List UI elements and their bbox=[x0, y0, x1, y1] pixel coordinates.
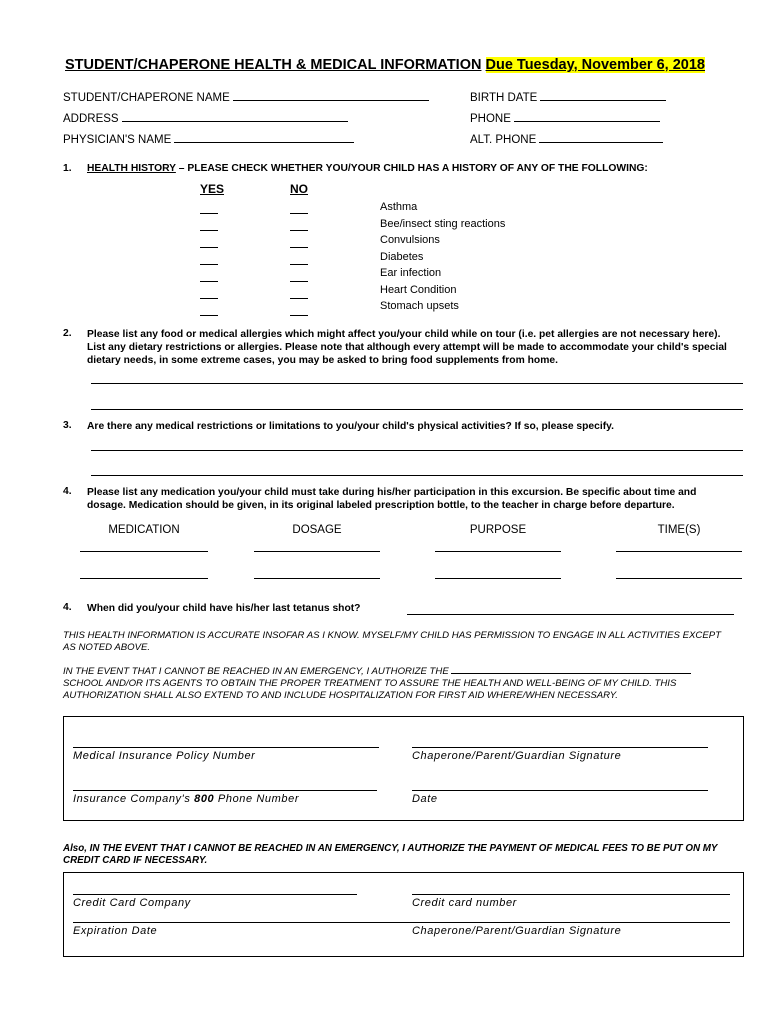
yes-checkbox-bee-sting[interactable] bbox=[200, 230, 218, 231]
card-number-line[interactable] bbox=[412, 894, 730, 895]
form-title: STUDENT/CHAPERONE HEALTH & MEDICAL INFORMATION bbox=[65, 57, 482, 73]
date-line[interactable] bbox=[412, 790, 708, 791]
tetanus-question: When did you/your child have his/her last tetanus shot? bbox=[87, 603, 361, 614]
insurer-phone-line[interactable] bbox=[73, 790, 377, 791]
card-company-line[interactable] bbox=[73, 894, 357, 895]
credit-card-box bbox=[63, 872, 744, 957]
payment-authorization: Also, IN THE EVENT THAT I CANNOT BE REACHED IN AN EMERGENCY, I AUTHORIZE THE PAYMENT OF MEDICAL FEES TO BE PUT ON MY CREDIT CARD IF NECESSARY. bbox=[63, 843, 718, 866]
q2-number: 2. bbox=[63, 328, 72, 339]
condition-asthma: Asthma bbox=[380, 201, 418, 213]
yes-checkbox-heart-condition[interactable] bbox=[200, 298, 218, 299]
birth-date-line[interactable] bbox=[540, 90, 666, 101]
page-title bbox=[0, 57, 770, 73]
birth-date-label: BIRTH DATE bbox=[470, 92, 538, 104]
address-line[interactable] bbox=[122, 111, 348, 122]
condition-convulsions: Convulsions bbox=[380, 234, 440, 246]
physician-name-label: PHYSICIAN'S NAME bbox=[63, 134, 172, 146]
purpose-line-1[interactable] bbox=[435, 551, 561, 552]
address-field[interactable] bbox=[63, 111, 348, 125]
address-label: ADDRESS bbox=[63, 113, 119, 125]
dosage-line-1[interactable] bbox=[254, 551, 380, 552]
health-history-heading bbox=[87, 163, 648, 174]
emergency-text-2: SCHOOL AND/OR ITS AGENTS TO OBTAIN THE PROPER TREATMENT TO ASSURE THE HEALTH AND WELL-BEING OF MY CHILD. THIS AUTHORIZATION SHALL ALSO EXTEND TO AND INCLUDE HOSPITALIZATION FOR FIRST AID WHERE/WHEN NECESSARY. bbox=[63, 678, 677, 701]
no-checkbox-asthma[interactable] bbox=[290, 213, 308, 214]
emergency-authorization bbox=[63, 664, 723, 702]
condition-list bbox=[380, 199, 505, 315]
date-label: Date bbox=[412, 793, 438, 805]
no-checkboxes bbox=[290, 200, 308, 316]
insurer-phone-text-pre: Insurance Company's bbox=[73, 793, 195, 805]
q3-number: 3. bbox=[63, 420, 72, 431]
condition-stomach-upsets: Stomach upsets bbox=[380, 300, 459, 312]
condition-bee-sting: Bee/insect sting reactions bbox=[380, 217, 506, 230]
policy-number-line[interactable] bbox=[73, 747, 379, 748]
times-column-header: TIME(S) bbox=[657, 524, 701, 536]
restrictions-question: Are there any medical restrictions or limitations to you/your child's physical activities? If so, please specify. bbox=[87, 421, 614, 432]
policy-number-label: Medical Insurance Policy Number bbox=[73, 750, 256, 762]
yes-checkbox-asthma[interactable] bbox=[200, 213, 218, 214]
allergies-question: Please list any food or medical allergies which might affect you/your child while on tour (i.e. pet allergies are not necessary here). List any dietary restrictions or allergies. Please note that although every attempt will be made to accommodate your child's special dietary needs, in some extreme cases, you may be asked to bring food supplements from home. bbox=[87, 329, 727, 366]
yes-checkboxes bbox=[200, 200, 218, 316]
no-column-header: NO bbox=[290, 182, 308, 196]
no-checkbox-bee-sting[interactable] bbox=[290, 230, 308, 231]
physician-name-line[interactable] bbox=[174, 132, 354, 143]
condition-ear-infection: Ear infection bbox=[380, 267, 442, 279]
medication-line-2[interactable] bbox=[80, 578, 208, 579]
physician-name-field[interactable] bbox=[63, 132, 354, 146]
yes-checkbox-stomach-upsets[interactable] bbox=[200, 315, 218, 316]
birth-date-field[interactable] bbox=[470, 90, 666, 104]
due-date: Due Tuesday, November 6, 2018 bbox=[485, 57, 705, 73]
purpose-column-header: PURPOSE bbox=[469, 524, 527, 536]
no-checkbox-ear-infection[interactable] bbox=[290, 281, 308, 282]
no-checkbox-heart-condition[interactable] bbox=[290, 298, 308, 299]
emergency-text-1: IN THE EVENT THAT I CANNOT BE REACHED IN AN EMERGENCY, I AUTHORIZE THE bbox=[63, 666, 449, 677]
expiration-signature-line[interactable] bbox=[73, 922, 730, 923]
health-history-prompt: – PLEASE CHECK WHETHER YOU/YOUR CHILD HAS A HISTORY OF ANY OF THE FOLLOWING: bbox=[175, 163, 648, 174]
yes-checkbox-ear-infection[interactable] bbox=[200, 281, 218, 282]
insurer-phone-label bbox=[73, 793, 299, 805]
signature-label-2: Chaperone/Parent/Guardian Signature bbox=[412, 925, 622, 937]
no-checkbox-stomach-upsets[interactable] bbox=[290, 315, 308, 316]
phone-label: PHONE bbox=[470, 113, 511, 125]
card-company-label: Credit Card Company bbox=[73, 897, 191, 909]
student-name-label: STUDENT/CHAPERONE NAME bbox=[63, 92, 230, 104]
authorized-school-line[interactable] bbox=[451, 664, 691, 674]
alt-phone-line[interactable] bbox=[539, 132, 663, 143]
yes-column-header: YES bbox=[200, 182, 225, 196]
restrictions-answer-line-1[interactable] bbox=[91, 450, 743, 451]
student-name-line[interactable] bbox=[233, 90, 429, 101]
insurer-phone-800: 800 bbox=[194, 793, 215, 805]
student-name-field[interactable] bbox=[63, 90, 429, 104]
expiration-date-label: Expiration Date bbox=[73, 925, 158, 937]
insurance-signature-box bbox=[63, 716, 744, 821]
yes-checkbox-convulsions[interactable] bbox=[200, 247, 218, 248]
allergies-answer-line-2[interactable] bbox=[91, 409, 743, 410]
times-line-1[interactable] bbox=[616, 551, 742, 552]
dosage-column-header: DOSAGE bbox=[292, 524, 342, 536]
purpose-line-2[interactable] bbox=[435, 578, 561, 579]
phone-line[interactable] bbox=[514, 111, 660, 122]
no-checkbox-convulsions[interactable] bbox=[290, 247, 308, 248]
tetanus-answer-line[interactable] bbox=[407, 614, 734, 615]
signature-line-1[interactable] bbox=[412, 747, 708, 748]
allergies-answer-line-1[interactable] bbox=[91, 383, 743, 384]
alt-phone-field[interactable] bbox=[470, 132, 663, 146]
health-history-title: HEALTH HISTORY bbox=[87, 163, 176, 174]
condition-heart-condition: Heart Condition bbox=[380, 283, 457, 296]
condition-diabetes: Diabetes bbox=[380, 250, 424, 263]
times-line-2[interactable] bbox=[616, 578, 742, 579]
card-number-label: Credit card number bbox=[412, 897, 517, 909]
alt-phone-label: ALT. PHONE bbox=[470, 134, 537, 146]
dosage-line-2[interactable] bbox=[254, 578, 380, 579]
restrictions-answer-line-2[interactable] bbox=[91, 475, 743, 476]
q4-number: 4. bbox=[63, 486, 72, 497]
q1-number: 1. bbox=[63, 163, 72, 174]
insurer-phone-text-post: Phone Number bbox=[214, 793, 300, 805]
medication-column-header: MEDICATION bbox=[108, 524, 180, 536]
accuracy-statement: THIS HEALTH INFORMATION IS ACCURATE INSOFAR AS I KNOW. MYSELF/MY CHILD HAS PERMISSION TO ENGAGE IN ALL ACTIVITIES EXCEPT AS NOTED ABOVE. bbox=[63, 630, 721, 653]
yes-checkbox-diabetes[interactable] bbox=[200, 264, 218, 265]
no-checkbox-diabetes[interactable] bbox=[290, 264, 308, 265]
signature-label-1: Chaperone/Parent/Guardian Signature bbox=[412, 750, 622, 762]
phone-field[interactable] bbox=[470, 111, 660, 125]
medication-question: Please list any medication you/your child must take during his/her participation in this excursion. Be specific about time and dosage. Medication should be given, in its original labeled prescription bottle, to the teacher in charge before departure. bbox=[87, 487, 697, 511]
q5-number: 4. bbox=[63, 602, 72, 613]
medication-line-1[interactable] bbox=[80, 551, 208, 552]
